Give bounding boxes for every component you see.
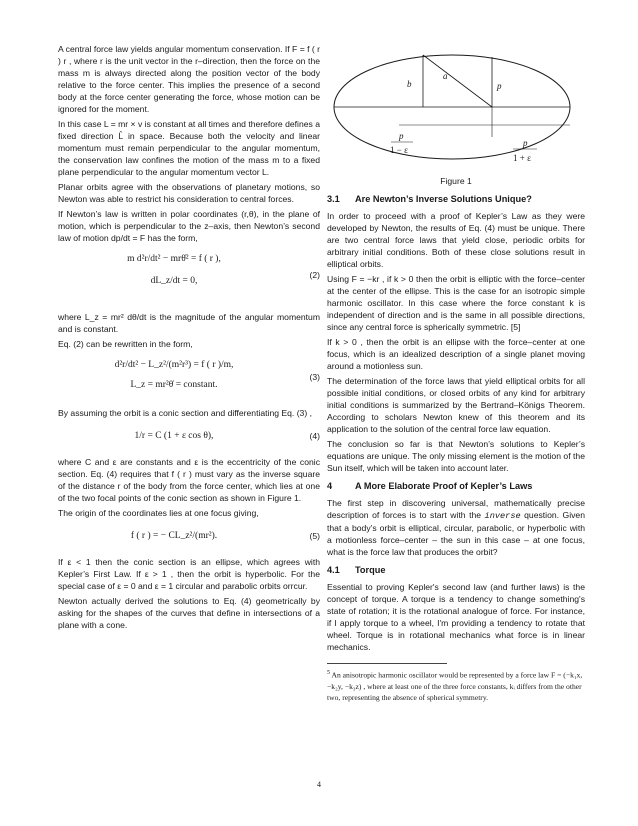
label-a: a — [443, 71, 448, 81]
label-p: p — [497, 81, 502, 91]
section-title: A More Elaborate Proof of Kepler’s Laws — [355, 481, 533, 491]
page-number: 4 — [317, 780, 321, 789]
section-4-heading — [327, 480, 585, 492]
focal-distance-line — [423, 55, 492, 107]
paragraph-focus-orbit: If k > 0 , then the orbit is an ellipse with the force–center at one focus, which is an idealized description of a single planet moving around a motionless sun. — [327, 337, 585, 371]
equation-3-number: (3) — [309, 372, 320, 382]
paragraph-inverse-question: The first step in discovering universal, mathematically precise description of forces is to start with the inverse question. Given that a body’s orbit is elliptical, circular, parabolic, or hyperbolic with a motionless force–center – the sun in this case – at one focus, what is the force law that produces the orbit? — [327, 498, 585, 557]
paragraph-polar-coordinates: If Newton’s law is written in polar coordinates (r,θ), in the plane of motion, which is perpendicular to the z–axis, then Newton’s second law of motion dp/dt = F has the form, — [58, 209, 320, 243]
figure-1-ellipse — [327, 43, 585, 173]
footnote-text: An anisotropic harmonic oscillator would be represented by a force law F = (−k₁x, −k₂y, −k₃z) , where at least one of the three force constants, kᵢ differs from the other two, representing the absence of spherical symmetry. — [327, 670, 583, 702]
paragraph-angular-momentum: In this case L = mr × v is constant at all times and therefore defines a fixed direction L̂ in space. Because both the velocity and linear momentum must remain perpendicular to the angular momentum, the conservation law confines the motion of the mass m to a fixed plane perpendicular to the angular momentum vector L. — [58, 119, 320, 177]
equation-4-body: 1/r = C (1 + ε cos θ), — [134, 431, 214, 441]
paragraph-eccentricity: where C and ε are constants and ε is the eccentricity of the conic section. Eq. (4) requires that f ( r ) must vary as the inverse square of the distance r of the body from the force center, which lies at one of the two focal points of the conic section as shown in Figure 1. — [58, 457, 320, 503]
label-b: b — [407, 79, 412, 89]
paragraph-harmonic-oscillator: Using F = −kr , if k > 0 then the orbit is elliptic with the force–center at the center of the ellipse. This is the case for an isotropic simple harmonic oscillator. In this case where the force constant k is independent of direction and is the same in all possible directions, since any central force is spherically symmetric. [5] — [327, 274, 585, 332]
equation-3-line-2: L_z = mr²θ̇ = constant. — [130, 380, 218, 390]
ellipse-diagram — [327, 43, 585, 173]
equation-5-body: f ( r ) = − CL_z²/(mr²). — [130, 531, 218, 541]
paragraph-planar-orbits: Planar orbits agree with the observations of planetary motions, so Newton was able to restrict his consideration to central forces. — [58, 182, 320, 204]
section-number: 4.1 — [327, 565, 340, 575]
equation-5 — [58, 522, 320, 552]
equation-2-number: (2) — [309, 270, 320, 280]
inverse-term: inverse — [484, 511, 521, 521]
section-number: 3.1 — [327, 194, 340, 204]
left-column — [58, 43, 320, 634]
footnote-divider — [327, 663, 447, 664]
label-p-numerator-right: p — [523, 138, 528, 148]
paragraph-conic-assumption: By assuming the orbit is a conic section and differentiating Eq. (3) , — [58, 408, 312, 418]
paragraph-newton-geometric: Newton actually derived the solutions to Eq. (4) geometrically by asking for the shapes of the curves that define in intersections of a plane with a cone. — [58, 596, 320, 630]
equation-4 — [58, 422, 320, 452]
paragraph-orbit-types: If ε < 1 then the conic section is an ellipse, which agrees with Kepler’s First Law. If ε > 1 , then the orbit is hyperbolic. For the special case of ε = 0 and ε = 1 circular and parabolic orbits orrcur. — [58, 557, 320, 591]
paragraph-torque: Essential to proving Kepler's second law (and further laws) is the concept of torque. A torque is a tendency to change something's state of rotation; it is the rotational analogue of force. For instance, if I apply torque to a wheel, I'm providing a tendency to rotate that wheel. Torque is in rotational mechanics what force is in linear mechanics. — [327, 582, 585, 652]
equation-4-number: (4) — [309, 431, 320, 441]
equation-2 — [58, 247, 320, 307]
paragraph-rewrite: Eq. (2) can be rewritten in the form, — [58, 339, 193, 349]
paragraph-uniqueness: In order to proceed with a proof of Kepler’s Law as they were developed by Newton, the results of Eq. (4) must be unique. There are two central force laws that yield close, periodic orbits for arbitrary initial conditions. Both of these close solutions result in elliptical orbits. — [327, 211, 585, 269]
label-one-plus-epsilon: 1 + ε — [513, 153, 531, 163]
section-4-1-heading — [327, 564, 585, 576]
paragraph-lz-definition: where L_z = mr² dθ/dt is the magnitude of the angular momentum and is constant. — [58, 312, 320, 334]
footnote-5 — [327, 668, 585, 703]
right-column — [327, 43, 585, 703]
label-one-minus-epsilon: 1 − ε — [390, 145, 408, 155]
section-title: Torque — [355, 565, 386, 575]
section-3-1-heading — [327, 193, 585, 205]
paragraph-central-force: A central force law yields angular momentum conservation. If F = f ( r ) r , where r is the unit vector in the r–direction, then the force on the mass m is always directed along the position vector of the body relative to the force center. This implies the presence of a second body at the force center generating the force, whose motion can be ignored for the moment. — [58, 44, 320, 114]
paragraph-bertrand: The determination of the force laws that yield elliptical orbits for all possible initial conditions, or closed orbits of any kind for arbitrary initial conditions is summarized by the Bertrand–Königs Theorem. According to scholars Newton knew of this theorem and its application to the solution of the central force law equation. — [327, 376, 585, 434]
section-title: Are Newton’s Inverse Solutions Unique? — [355, 194, 532, 204]
equation-2-line-1: m d²r/dt² − mrθ̇² = f ( r ), — [127, 254, 221, 264]
equation-5-number: (5) — [309, 531, 320, 541]
equation-3 — [58, 353, 320, 403]
label-p-numerator-left: p — [399, 131, 404, 141]
paragraph-origin-focus: The origin of the coordinates lies at one focus giving, — [58, 508, 259, 518]
figure-1-caption: Figure 1 — [440, 176, 472, 186]
equation-2-line-2: dL_z/dt = 0, — [150, 276, 198, 286]
equation-3-line-1: d²r/dt² − L_z²/(m²r³) = f ( r )/m, — [114, 360, 234, 370]
section-number: 4 — [327, 481, 333, 491]
paragraph-conclusion: The conclusion so far is that Newton’s solutions to Kepler’s equations are unique. The only missing element is the motion of the Sun itself, which will be taken into account later. — [327, 439, 585, 473]
footnote-mark: 5 — [327, 670, 330, 676]
